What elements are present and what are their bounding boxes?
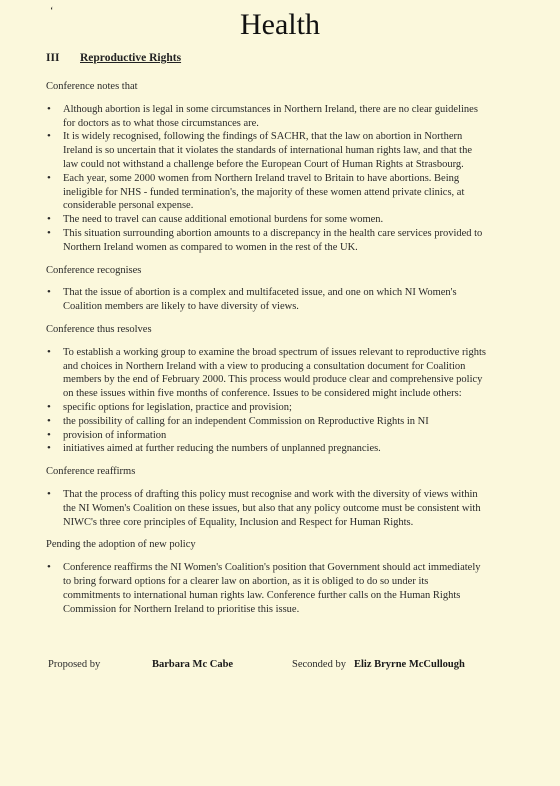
list-item: • provision of information xyxy=(46,429,486,443)
seconder-name: Eliz Bryrne McCullough xyxy=(354,659,465,670)
list-item: • specific options for legislation, practice and provision; xyxy=(46,401,486,415)
list-item: • This situation surrounding abortion amounts to a discrepancy in the health care services provided to Northern Ireland women as compared to women in the rest of the UK. xyxy=(46,227,486,255)
list-item: • Conference reaffirms the NI Women's Coalition's position that Government should act immediately to bring forward options for a clearer law on abortion, as it is obliged to do so under its commitments to international human rights law. Conference further calls on the Human Rights Commission for Northern Ireland to prioritise this issue. xyxy=(46,561,486,616)
notes-list xyxy=(46,103,486,255)
list-item: • To establish a working group to examine the broad spectrum of issues relevant to reproductive rights and choices in Northern Ireland with a view to producing a consultation document for Coalition members by the end of February 2000. This process would produce clear and comprehensive policy on these issues within five months of conference. Issues to be considered might include others: xyxy=(46,346,486,401)
seconded-label: Seconded by xyxy=(292,659,346,670)
list-item: • the possibility of calling for an independent Commission on Reproductive Rights in NI xyxy=(46,415,486,429)
proposed-label: Proposed by xyxy=(48,659,101,670)
proposer-name: Barbara Mc Cabe xyxy=(152,659,234,670)
intro-resolves: Conference thus resolves xyxy=(46,323,152,335)
list-item: • It is widely recognised, following the findings of SACHR, that the law on abortion in Northern Ireland is so uncertain that it violates the standards of international human rights law, and that the law could not withstand a challenge before the European Court of Human Rights at Strasbourg. xyxy=(46,130,486,171)
intro-pending: Pending the adoption of new policy xyxy=(46,539,196,551)
section-title: Reproductive Rights xyxy=(80,52,182,64)
list-item: • initiatives aimed at further reducing the numbers of unplanned pregnancies. xyxy=(46,442,486,456)
document-body xyxy=(46,80,486,625)
list-item: • Each year, some 2000 women from Northern Ireland travel to Britain to have abortions. Being ineligible for NHS - funded termination's, the majority of these women attend private clinics, at considerable personal expense. xyxy=(46,172,486,213)
scan-mark: ‘ xyxy=(50,6,54,17)
list-item: • That the process of drafting this policy must recognise and work with the diversity of views within the NI Women's Coalition on these issues, but also that any policy outcome must be consistent with NIWC's three core principles of Equality, Inclusion and Respect for Human Rights. xyxy=(46,488,486,529)
section-heading xyxy=(46,52,181,64)
page-title: Health xyxy=(240,8,320,41)
intro-reaffirms: Conference reaffirms xyxy=(46,466,136,478)
list-item: • The need to travel can cause additional emotional burdens for some women. xyxy=(46,213,486,227)
list-item: • Although abortion is legal in some circumstances in Northern Ireland, there are no clear guidelines for doctors as to what those circumstances are. xyxy=(46,103,486,131)
resolves-list xyxy=(46,346,486,456)
intro-notes: Conference notes that xyxy=(46,81,138,92)
reaffirms-list xyxy=(46,488,486,529)
section-number: III xyxy=(46,52,60,64)
recognises-list xyxy=(46,286,486,314)
pending-list xyxy=(46,561,486,616)
list-item: • That the issue of abortion is a complex and multifaceted issue, and one on which NI Women's Coalition members are likely to have diversity of views. xyxy=(46,286,486,314)
intro-recognises: Conference recognises xyxy=(46,264,142,276)
